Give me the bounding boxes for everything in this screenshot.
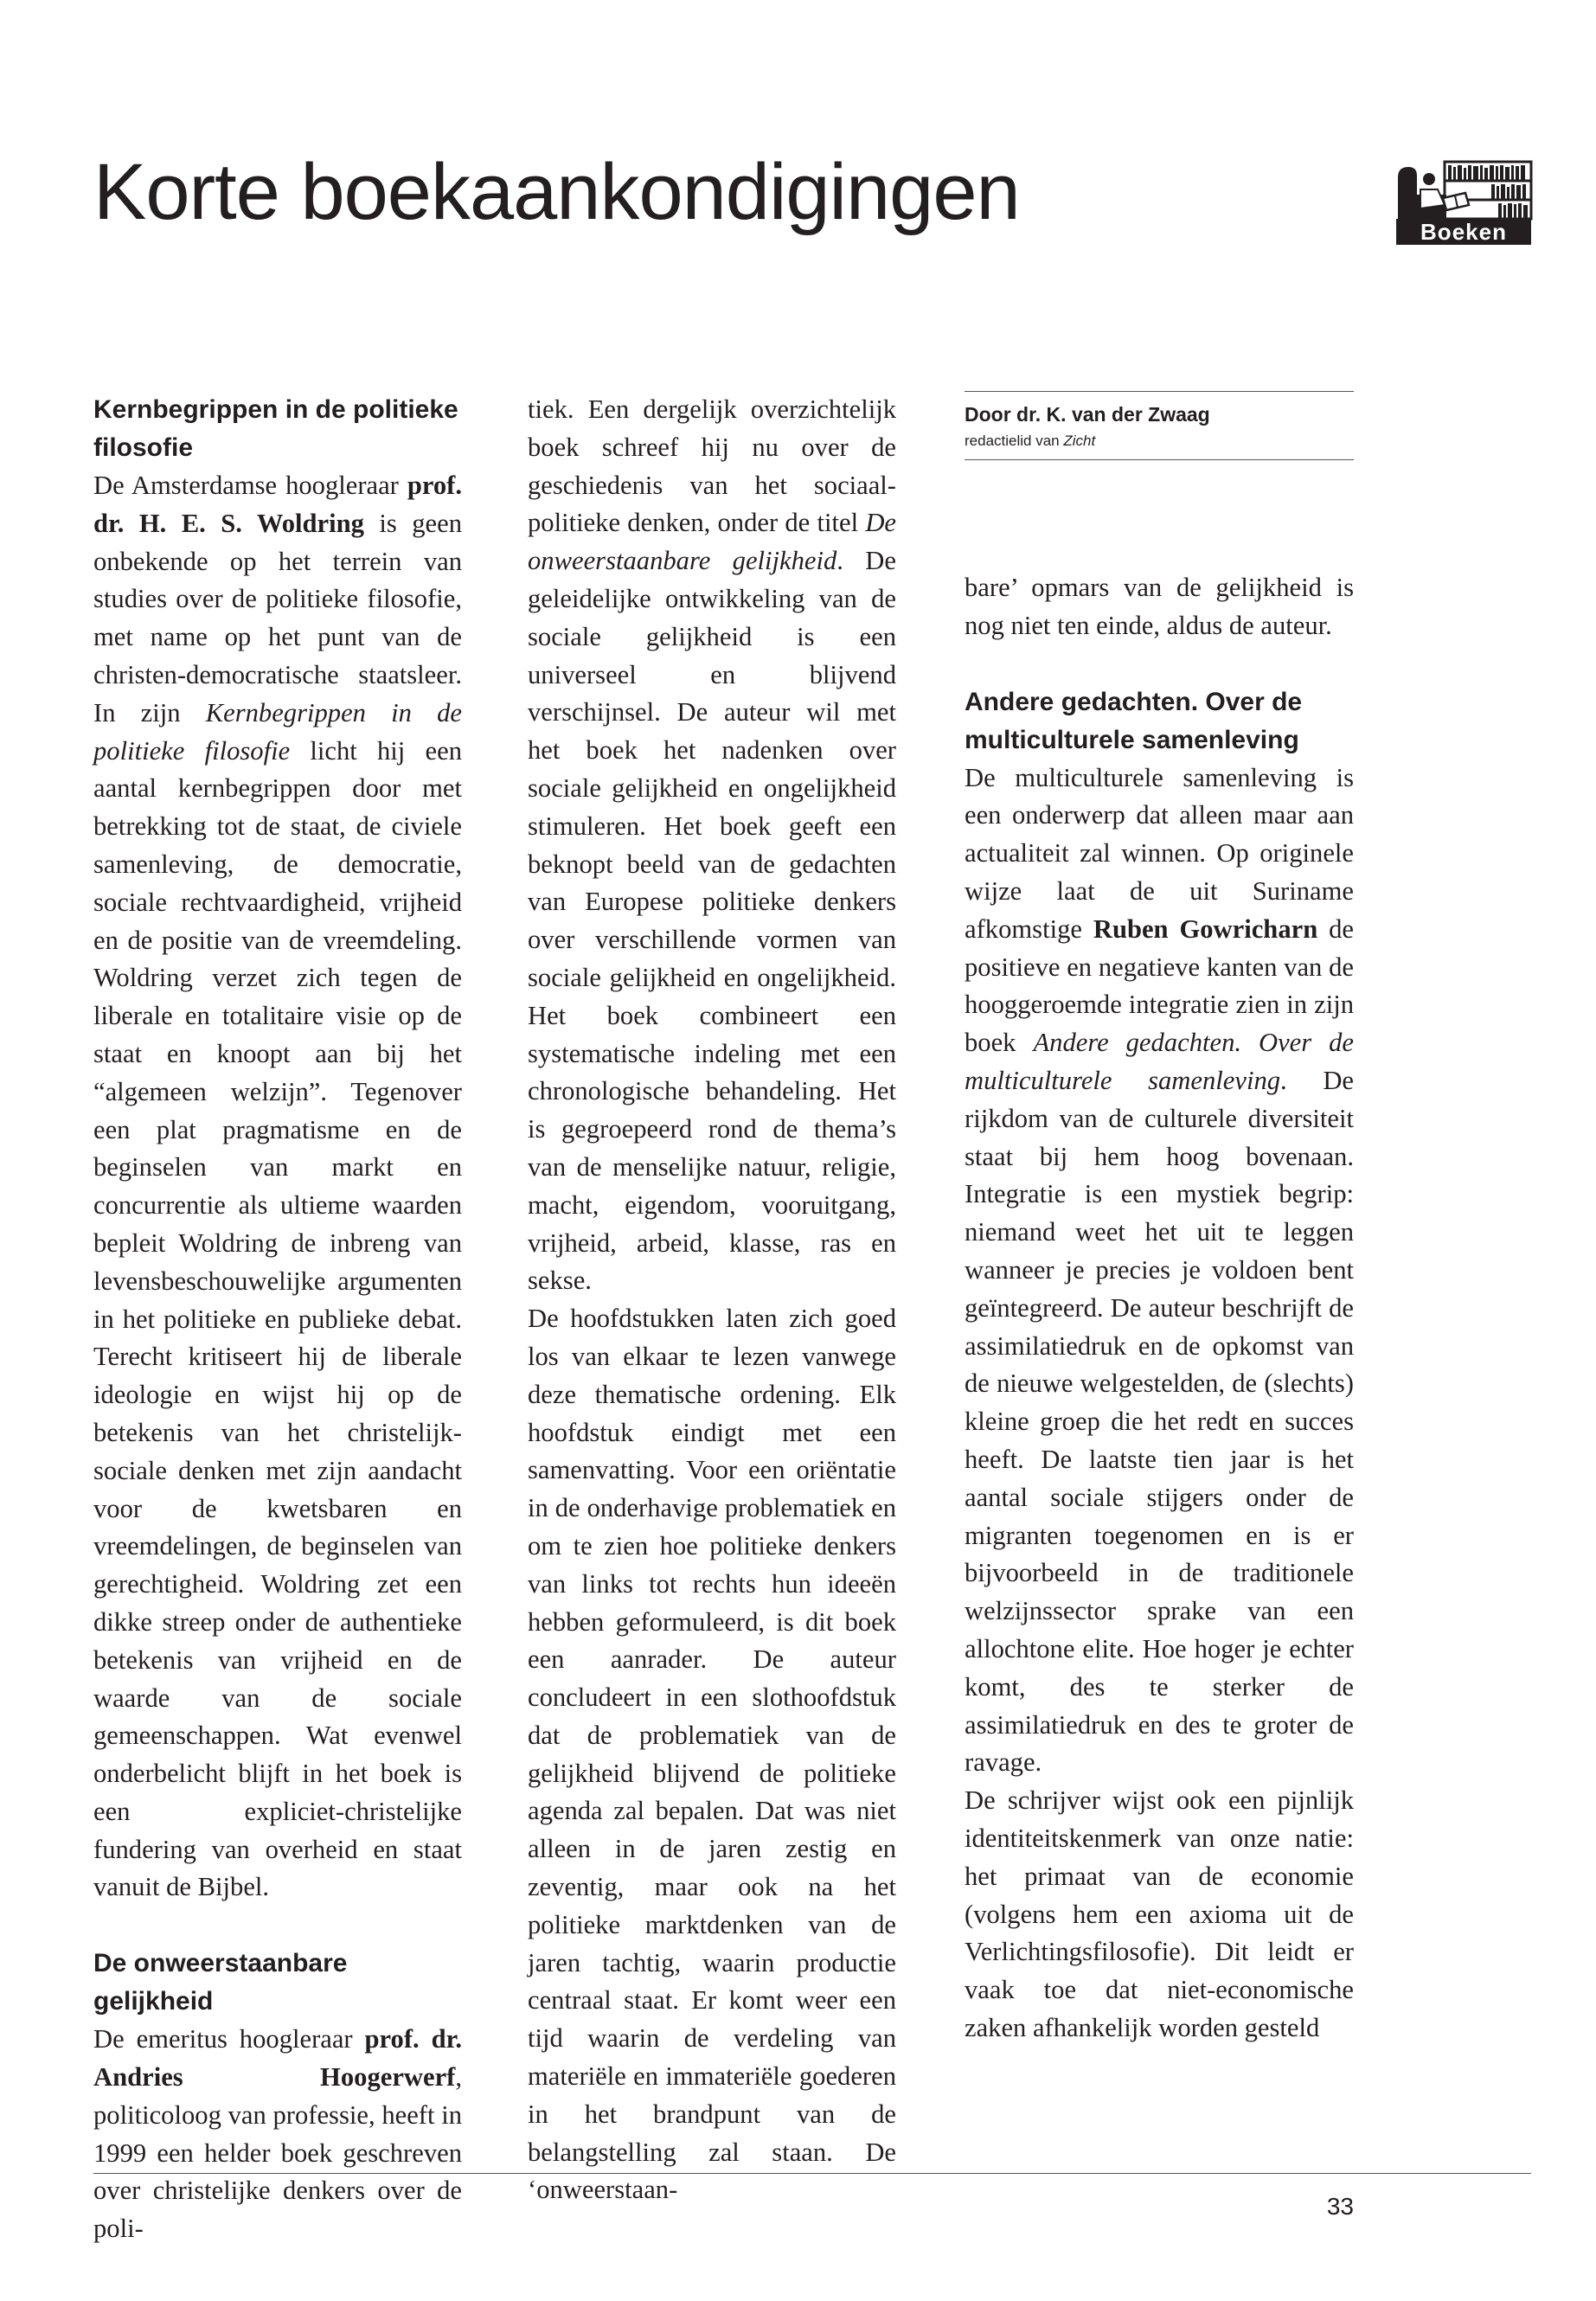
article-paragraph: De Amsterdamse hoogleraar prof. dr. H. E. S. Woldring is geen onbekende op het terrein van studies over de politieke filosofie, met name op het punt van de christen-democratische staatsleer. In zijn Kernbegrippen in de politieke filosofie licht hij een aantal kernbegrippen door met betrekking tot de staat, de civiele samenleving, de democratie, sociale rechtvaardigheid, vrijheid en de positie van de vreemdeling. Woldring verzet zich tegen de liberale en totalitaire visie op de staat en knoopt aan bij het “algemeen welzijn”. Tegenover een plat pragmatisme en de beginselen van markt en concurrentie als ultieme waarden bepleit Woldring de inbreng van levensbeschouwelijke argumenten in het politieke en publieke debat. Terecht kritiseert hij de liberale ideologie en wijst hij op de betekenis van het christelijk-sociale denken met zijn aandacht voor de kwetsbaren en vreemdelingen, de beginselen van gerechtigheid. Woldring zet een dikke streep onder de authentieke betekenis van vrijheid en de waarde van de sociale gemeenschappen. Wat evenwel onderbelicht blijft in het boek is een expliciet-christelijke fundering van overheid en staat vanuit de Bijbel. bbox=[93, 471, 462, 1902]
boeken-logo bbox=[1394, 160, 1533, 247]
footer-divider bbox=[93, 2173, 1531, 2174]
section-heading: Andere gedachten. Over de multiculturele samenleving bbox=[965, 687, 1303, 754]
article-paragraph: De multiculturele samenleving is een onderwerp dat alleen maar aan actualiteit zal winnen. Op originele wijze laat de uit Suriname afkomstige Ruben Gowricharn de positieve en negatieve kanten van de hooggeroemde integratie zien in zijn boek Andere gedachten. Over de multiculturele samenleving. De rijkdom van de culturele diversiteit staat bij hem hoog bovenaan. Integratie is een mystiek begrip: niemand weet het uit te leggen wanneer je precies je voldoen bent geïntegreerd. De auteur beschrijft de assimilatiedruk en de opkomst van de nieuwe welgestelden, de (slechts) kleine groep die het redt en succes heeft. De laatste tien jaar is het aantal sociale stijgers onder de migranten toegenomen en is er bijvoorbeeld in de traditionele welzijnssector sprake van een allochtone elite. Hoe hoger je echter komt, des te sterker de assimilatiedruk en des te groter de ravage. bbox=[965, 762, 1354, 1778]
article-paragraph: bare’ opmars van de gelijkheid is nog niet ten einde, aldus de auteur. bbox=[965, 573, 1354, 640]
column-1 bbox=[93, 391, 462, 2248]
article-paragraph: tiek. Een dergelijk overzichtelijk boek schreef hij nu over de geschiedenis van het sociaal-politieke denken, onder de titel De onweerstaanbare gelijkheid. De geleidelijke ontwikkeling van de sociale gelijkheid is een universeel en blijvend verschijnsel. De auteur wil met het boek het nadenken over sociale gelijkheid en ongelijkheid stimuleren. Het boek geeft een beknopt beeld van de gedachten van Europese politieke denkers over verschillende vormen van sociale gelijkheid en ongelijkheid. Het boek combineert een systematische indeling met een chronologische behandeling. Het is gegroepeerd rond de thema’s van de menselijke natuur, religie, macht, eigendom, vooruitgang, vrijheid, arbeid, klasse, ras en sekse. bbox=[528, 394, 896, 1296]
byline-role: redactielid van Zicht bbox=[965, 433, 1096, 449]
author-byline bbox=[965, 391, 1354, 460]
article-paragraph: De hoofdstukken laten zich goed los van elkaar te lezen vanwege deze thematische ordening. Elk hoofdstuk eindigt met een samenvatting. Voor een oriëntatie in de onderhavige problematiek en om te zien hoe politieke denkers van links tot rechts hun ideeën hebben geformuleerd, is dit boek een aanrader. De auteur concludeert in een slothoofdstuk dat de problematiek van de gelijkheid blijvend de politieke agenda zal bepalen. Dat was niet alleen in de jaren zestig en zeventig, maar ook na het politieke marktdenken van de jaren tachtig, waarin productie centraal staat. Er komt weer een tijd waarin de verdeling van materiële en immateriële goederen in het brandpunt van de belangstelling zal staan. De ‘onweerstaan- bbox=[528, 1304, 896, 2205]
reading-person-bookshelf-icon bbox=[1398, 162, 1531, 219]
logo-label: Boeken bbox=[1420, 219, 1507, 245]
byline-author: Door dr. K. van der Zwaag bbox=[965, 403, 1210, 426]
section-heading: Kernbegrippen in de politieke filosofie bbox=[93, 395, 458, 462]
page-title: Korte boekaankondigingen bbox=[93, 148, 1020, 236]
column-2 bbox=[528, 391, 896, 2209]
article-paragraph: De schrijver wijst ook een pijnlijk identiteitskenmerk van onze natie: het primaat van de economie (volgens hem een axioma uit de Verlichtingsfilosofie). Dit leidt er vaak toe dat niet-economische zaken afhankelijk worden gesteld bbox=[965, 1785, 1354, 2042]
page-number: 33 bbox=[1326, 2193, 1354, 2220]
section-heading: De onweerstaanbare gelijkheid bbox=[93, 1949, 348, 2016]
column-3 bbox=[965, 391, 1354, 2048]
article-paragraph: De emeritus hoogleraar prof. dr. Andries Hoogerwerf, politicoloog van professie, heeft in 1999 een helder boek geschreven over christelijke denkers over de poli- bbox=[93, 2024, 462, 2244]
